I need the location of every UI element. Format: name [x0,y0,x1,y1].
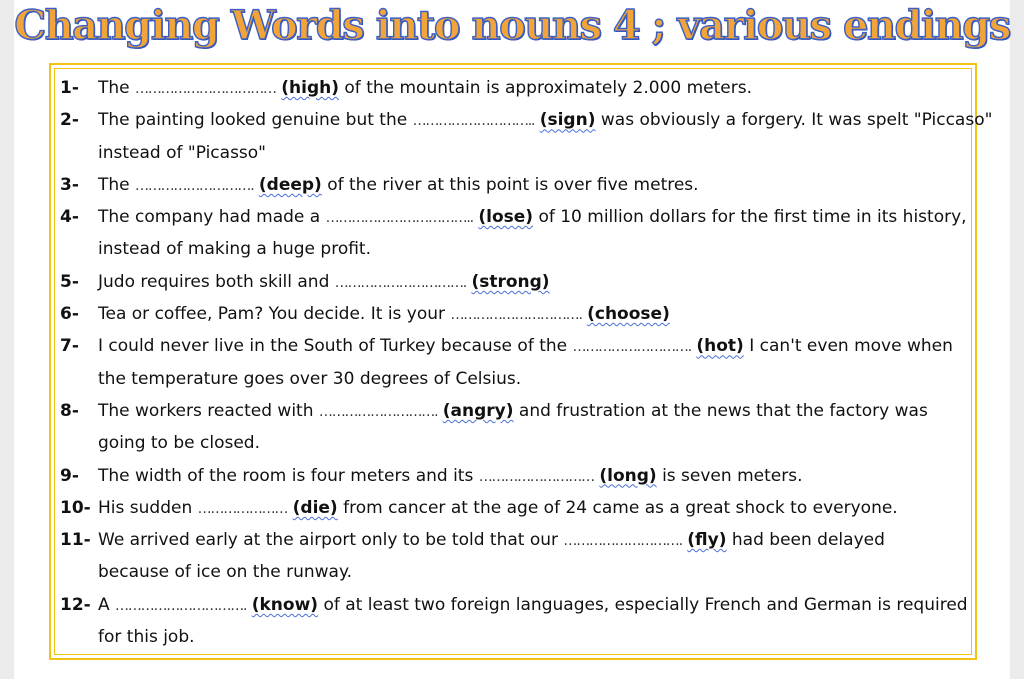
sentence-text: for this job. [98,627,195,648]
sentence-line [98,395,975,427]
sentence-text: I could never live in the South of Turkey because of the [98,336,573,357]
item-number: 7- [60,336,79,357]
sentence-line [98,266,975,298]
item-number: 3- [60,174,79,195]
sentence-text: instead of "Picasso" [98,142,266,163]
exercise-item [60,524,975,589]
root-word: (choose) [587,304,670,325]
root-word: (die) [292,497,338,518]
answer-blank[interactable]: ……………………… [478,468,594,485]
item-number: 6- [60,304,79,325]
sentence-line [98,556,975,588]
sentence-text: Judo requires both skill and [98,271,335,292]
item-number: 5- [60,271,79,292]
sentence-text: The [98,78,136,98]
item-number: 4- [60,207,79,228]
sentence-text: from cancer at the age of 24 came as a great shock to everyone. [337,497,898,518]
answer-blank[interactable]: …………………………….. [325,210,473,227]
sentence-line [98,330,975,362]
item-number: 10- [60,497,91,518]
exercise-item [60,298,975,330]
sentence-text: of the mountain is approximately 2.000 meters. [339,78,753,98]
sentence-line [98,427,975,459]
root-word: (sign) [539,110,596,131]
answer-blank[interactable]: …………………………. [334,274,467,291]
sentence-text: because of ice on the runway. [98,562,353,583]
sentence-text: The [98,174,136,195]
exercise-list [60,72,993,653]
sentence-line [98,524,975,556]
root-word: (fly) [687,530,727,551]
sentence-text: A [98,594,116,615]
root-word: (strong) [471,271,550,292]
item-number: 11- [60,530,91,551]
root-word: (know) [251,594,319,615]
exercise-item [60,492,975,524]
sentence-text: of at least two foreign languages, especially French and German is required [318,594,968,615]
sentence-text: the temperature goes over 30 degrees of Celsius. [98,368,522,389]
exercise-item [60,72,975,104]
exercise-item [60,266,975,298]
sentence-line [98,137,975,169]
answer-blank[interactable]: …………………………. [450,307,582,324]
sentence-line [98,169,975,201]
item-number: 12- [60,594,91,615]
sentence-line [98,589,975,621]
answer-blank[interactable]: ………………………. [135,177,254,194]
item-number: 8- [60,400,79,421]
sentence-text: His sudden [98,497,198,518]
answer-blank[interactable]: ………………………. [572,339,691,356]
answer-blank[interactable]: …………………………… [135,81,276,97]
sentence-line [98,201,975,233]
sentence-text: I can't even move when [743,336,953,357]
sentence-text: We arrived early at the airport only to be told that our [98,530,564,551]
sentence-text: of the river at this point is over five metres. [321,174,699,195]
exercise-item [60,201,975,266]
exercise-item [60,589,975,654]
sentence-text: of 10 million dollars for the first time in its history, [533,207,967,228]
answer-blank[interactable]: …………………………. [115,597,247,614]
item-number: 9- [60,465,79,486]
sentence-text: The company had made a [98,207,326,228]
sentence-text: The painting looked genuine but the [98,110,413,131]
sentence-line [98,72,975,104]
answer-blank[interactable]: ……………………….. [412,113,535,130]
answer-blank[interactable]: ………………………. [318,403,438,420]
sentence-text: The width of the room is four meters and its [98,465,479,486]
item-number: 2- [60,110,79,131]
sentence-line [98,363,975,395]
sentence-text: going to be closed. [98,433,260,454]
exercise-item [60,169,975,201]
sentence-text: had been delayed [726,530,885,551]
root-word: (angry) [442,400,514,421]
sentence-line [98,492,975,524]
sentence-text: Tea or coffee, Pam? You decide. It is your [98,304,451,325]
answer-blank[interactable]: ………………… [197,500,288,517]
exercise-item [60,104,993,169]
root-word: (high) [281,78,339,98]
exercise-item [60,395,975,460]
root-word: (deep) [258,174,322,195]
root-word: (long) [599,465,657,486]
sentence-line [98,233,975,265]
sentence-text: was obviously a forgery. It was spelt "Piccaso" [595,110,993,131]
sentence-line [98,460,975,492]
root-word: (hot) [696,336,744,357]
answer-blank[interactable]: ………………………. [563,533,682,550]
sentence-line [98,621,975,653]
sentence-text: is seven meters. [656,465,803,486]
page-title: Changing Words into nouns 4 ; various endings [14,2,1010,49]
sentence-text: The workers reacted with [98,400,319,421]
sentence-line [98,298,975,330]
exercise-item [60,330,975,395]
sentence-text: and frustration at the news that the factory was [513,400,928,421]
exercise-item [60,460,975,492]
sentence-line [98,104,993,136]
sentence-text: instead of making a huge profit. [98,239,372,260]
item-number: 1- [60,78,79,98]
root-word: (lose) [478,207,534,228]
